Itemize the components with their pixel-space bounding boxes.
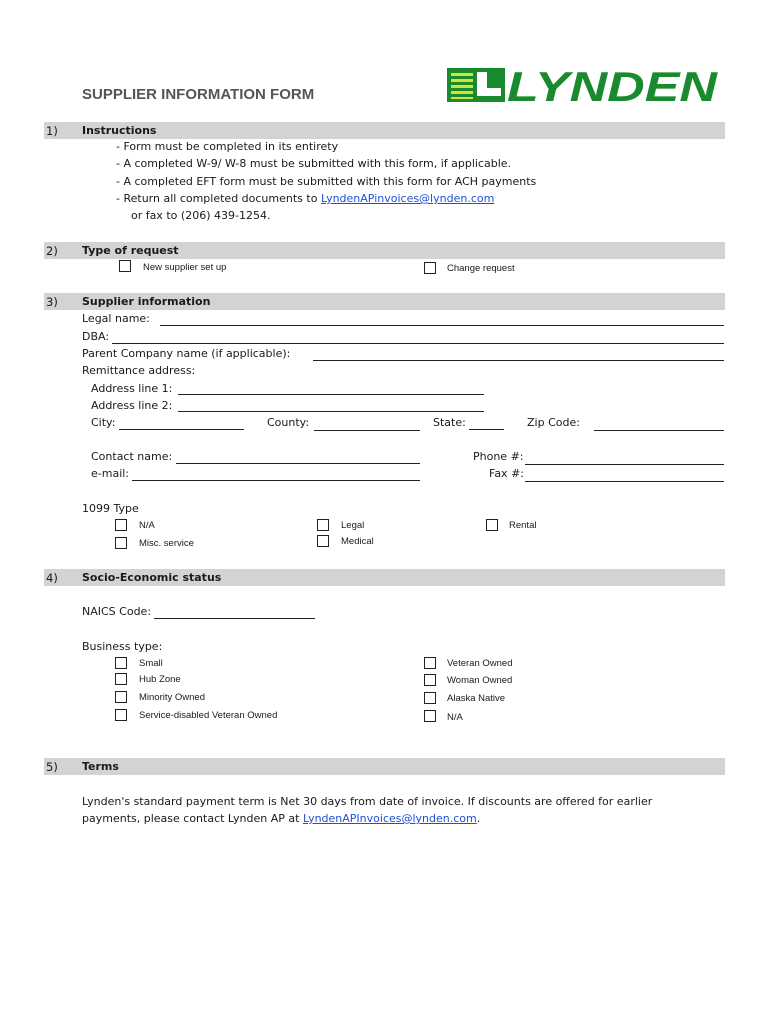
field-label: Phone #:: [473, 450, 524, 463]
field-label: Remittance address:: [82, 364, 196, 377]
hub-zone-checkbox[interactable]: [115, 673, 127, 685]
address-line-1-field[interactable]: [178, 394, 484, 395]
section-number: 5): [46, 760, 58, 774]
veteran-owned-checkbox[interactable]: [424, 657, 436, 669]
phone-field[interactable]: [525, 464, 724, 465]
field-label: County:: [267, 416, 310, 429]
county-field[interactable]: [314, 430, 420, 431]
business-na-checkbox[interactable]: [424, 710, 436, 722]
lynden-logo: [447, 64, 719, 106]
field-label: Zip Code:: [527, 416, 580, 429]
instruction-line: or fax to (206) 439-1254.: [131, 209, 271, 222]
field-label: State:: [433, 416, 466, 429]
email-field[interactable]: [132, 480, 420, 481]
section-number: 1): [46, 124, 58, 138]
zip-code-field[interactable]: [594, 430, 724, 431]
checkbox-label: Medical: [341, 536, 374, 547]
instruction-line: - A completed EFT form must be submitted with this form for ACH payments: [116, 175, 537, 188]
section-heading: Supplier information: [82, 295, 211, 308]
1099-rental-checkbox[interactable]: [486, 519, 498, 531]
field-label: Address line 1:: [91, 382, 173, 395]
logo-mark-icon: [447, 68, 505, 102]
minority-owned-checkbox[interactable]: [115, 691, 127, 703]
checkbox-label: N/A: [139, 520, 155, 531]
checkbox-label: Service-disabled Veteran Owned: [139, 710, 278, 721]
naics-code-field[interactable]: [154, 618, 315, 619]
field-label: Legal name:: [82, 312, 150, 325]
section-heading: Instructions: [82, 124, 157, 137]
terms-text: [82, 812, 480, 825]
field-label: NAICS Code:: [82, 605, 152, 618]
checkbox-label: Small: [139, 658, 163, 669]
checkbox-label: Misc. service: [139, 538, 194, 549]
new-supplier-checkbox[interactable]: [119, 260, 131, 272]
field-label: Contact name:: [91, 450, 173, 463]
section-heading: Terms: [82, 760, 119, 773]
1099-legal-checkbox[interactable]: [317, 519, 329, 531]
parent-company-field[interactable]: [313, 360, 724, 361]
small-business-checkbox[interactable]: [115, 657, 127, 669]
field-label: DBA:: [82, 330, 110, 343]
terms-text-part: .: [476, 812, 481, 825]
checkbox-label: Alaska Native: [447, 693, 506, 704]
1099-misc-service-checkbox[interactable]: [115, 537, 127, 549]
field-label: Business type:: [82, 640, 163, 653]
1099-na-checkbox[interactable]: [115, 519, 127, 531]
fax-field[interactable]: [525, 481, 724, 482]
field-label: Parent Company name (if applicable):: [82, 347, 291, 360]
section-heading: Type of request: [82, 244, 179, 257]
section-heading: Socio-Economic status: [82, 571, 222, 584]
checkbox-label: Change request: [447, 263, 515, 274]
checkbox-label: Veteran Owned: [447, 658, 513, 669]
legal-name-field[interactable]: [160, 325, 724, 326]
terms-text: Lynden's standard payment term is Net 30 days from date of invoice. If discounts are offered for earlier: [82, 795, 653, 808]
checkbox-label: New supplier set up: [143, 262, 227, 273]
section-number: 2): [46, 244, 58, 258]
woman-owned-checkbox[interactable]: [424, 674, 436, 686]
ap-invoices-email-link[interactable]: LyndenAPInvoices@lynden.com: [302, 812, 477, 825]
checkbox-label: Minority Owned: [139, 692, 205, 703]
alaska-native-checkbox[interactable]: [424, 692, 436, 704]
field-label: City:: [91, 416, 116, 429]
svg-text:LYNDEN: LYNDEN: [507, 64, 719, 106]
checkbox-label: N/A: [447, 712, 463, 723]
checkbox-label: Woman Owned: [447, 675, 513, 686]
change-request-checkbox[interactable]: [424, 262, 436, 274]
form-title: SUPPLIER INFORMATION FORM: [82, 86, 315, 103]
1099-medical-checkbox[interactable]: [317, 535, 329, 547]
contact-name-field[interactable]: [176, 463, 420, 464]
checkbox-label: Hub Zone: [139, 674, 181, 685]
ap-email-link[interactable]: LyndenAPinvoices@lynden.com: [320, 192, 495, 205]
field-label: 1099 Type: [82, 502, 139, 515]
instruction-text: - Return all completed documents to: [116, 192, 321, 205]
section-number: 4): [46, 571, 58, 585]
dba-field[interactable]: [112, 343, 724, 344]
instruction-line: [116, 192, 494, 205]
checkbox-label: Legal: [341, 520, 365, 531]
field-label: e-mail:: [91, 467, 130, 480]
field-label: Fax #:: [489, 467, 524, 480]
city-field[interactable]: [119, 429, 244, 430]
state-field[interactable]: [469, 429, 504, 430]
section-band: [44, 758, 725, 775]
address-line-2-field[interactable]: [178, 411, 484, 412]
checkbox-label: Rental: [509, 520, 537, 531]
service-disabled-veteran-checkbox[interactable]: [115, 709, 127, 721]
field-label: Address line 2:: [91, 399, 173, 412]
terms-text-part: payments, please contact Lynden AP at: [82, 812, 303, 825]
instruction-line: - A completed W-9/ W-8 must be submitted with this form, if applicable.: [116, 157, 512, 170]
instruction-line: - Form must be completed in its entirety: [116, 140, 339, 153]
section-number: 3): [46, 295, 58, 309]
